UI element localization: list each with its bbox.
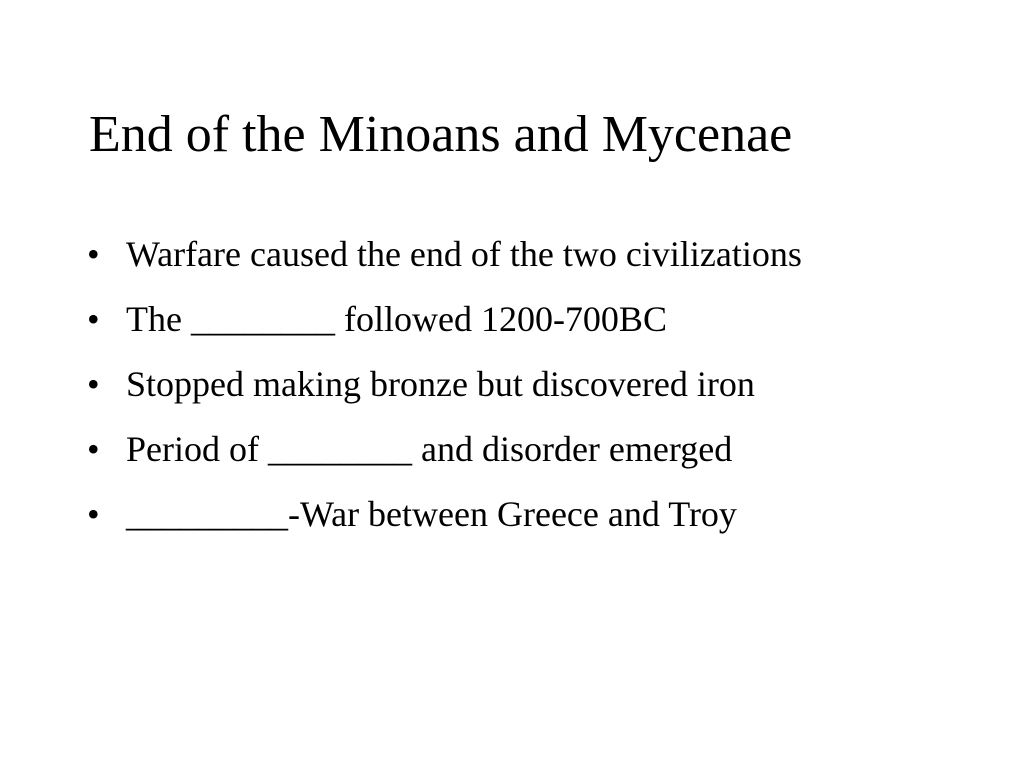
bullet-marker: • xyxy=(87,364,100,404)
bullet-text-trojan-war: _________-War between Greece and Troy xyxy=(126,494,737,534)
bullet-text-disorder: Period of ________ and disorder emerged xyxy=(126,429,733,469)
bullet-text-bronze-iron: Stopped making bronze but discovered iron xyxy=(126,364,755,404)
bullet-list xyxy=(87,230,937,555)
bullet-item xyxy=(87,490,937,538)
bullet-marker: • xyxy=(87,429,100,469)
bullet-marker: • xyxy=(87,494,100,534)
bullet-item xyxy=(87,295,937,343)
bullet-item xyxy=(87,360,937,408)
bullet-text-dark-age: The ________ followed 1200-700BC xyxy=(126,299,667,339)
bullet-item xyxy=(87,230,937,278)
bullet-text-warfare: Warfare caused the end of the two civilizations xyxy=(126,234,802,274)
bullet-item xyxy=(87,425,937,473)
slide-title: End of the Minoans and Mycenae xyxy=(89,106,793,163)
bullet-marker: • xyxy=(87,234,100,274)
bullet-marker: • xyxy=(87,299,100,339)
